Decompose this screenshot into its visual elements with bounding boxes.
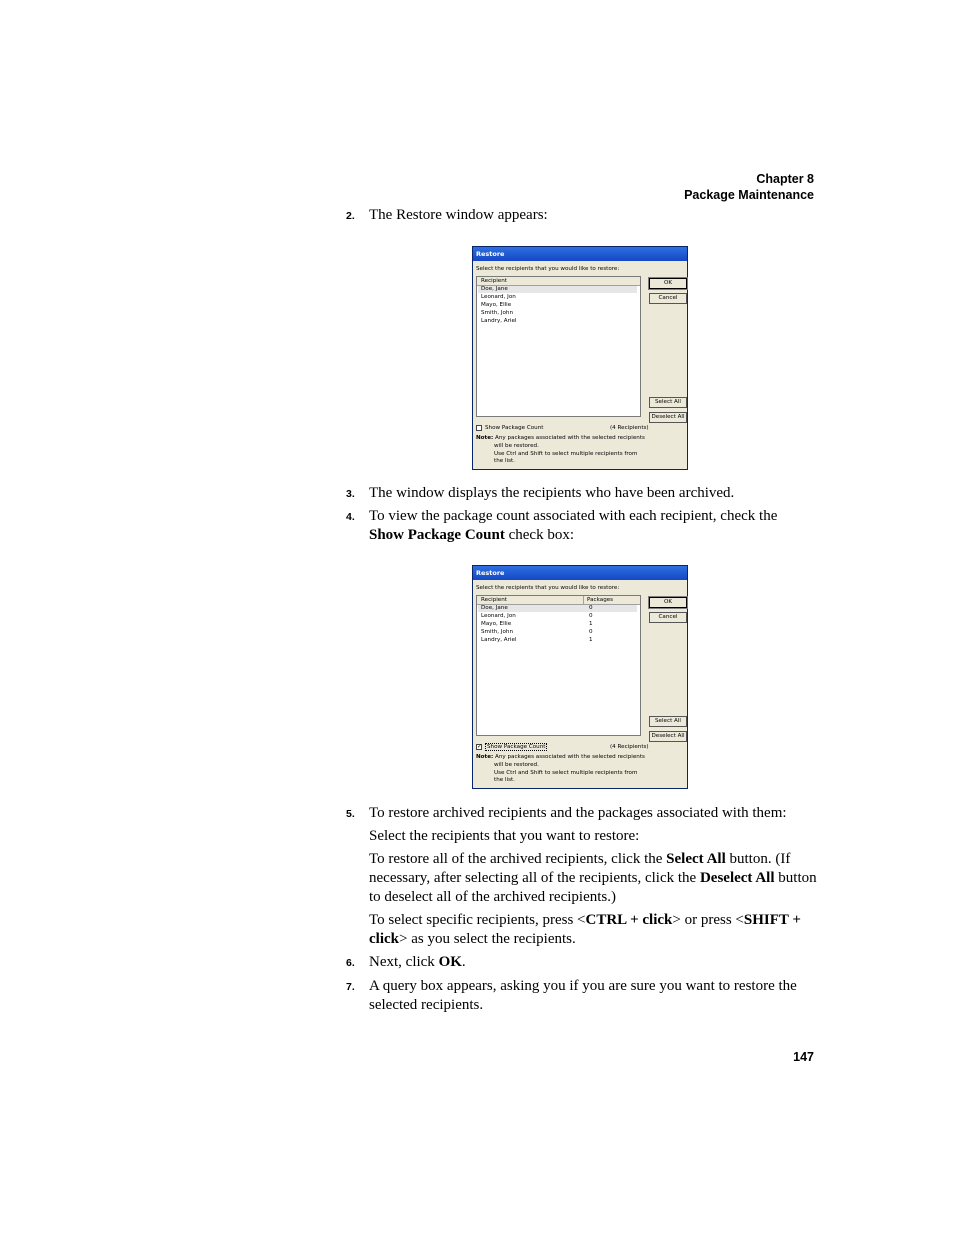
cancel-button[interactable]: Cancel: [649, 293, 687, 304]
running-header: [684, 171, 814, 203]
cancel-button[interactable]: Cancel: [649, 612, 687, 623]
page-number: 147: [793, 1050, 814, 1064]
step-5-paragraph-1: Select the recipients that you want to restore:: [369, 828, 640, 844]
note-line-1: Note: Any packages associated with the selected recipients: [476, 435, 645, 441]
list-item[interactable]: Landry, Ariel: [481, 637, 517, 643]
note-line-2: will be restored.: [494, 443, 539, 449]
step-4: 4. To view the package count associated with each recipient, check the Show Package Count check box:: [346, 508, 778, 543]
step-2: 2. The Restore window appears:: [346, 207, 548, 223]
restore-dialog-screenshot: [472, 246, 688, 470]
list-header: Recipient: [477, 277, 640, 286]
package-count-cell: 1: [589, 637, 593, 643]
note-line-3: Use Ctrl and Shift to select multiple recipients from the list.: [494, 451, 638, 464]
step-5-paragraph-3: To select specific recipients, press <CTRL + click> or press <SHIFT + click> as you select the recipients.: [369, 912, 801, 947]
package-count-cell: 1: [589, 621, 593, 627]
list-header: Recipient Packages: [477, 596, 640, 605]
list-item[interactable]: Mayo, Ellie: [481, 621, 512, 627]
chapter-label: Chapter 8: [756, 172, 814, 186]
package-count-cell: 0: [589, 605, 593, 611]
note-line-2: will be restored.: [494, 762, 539, 768]
note-line-3: Use Ctrl and Shift to select multiple recipients from the list.: [494, 770, 638, 783]
show-package-count-checkbox[interactable]: [476, 425, 482, 431]
dialog-titlebar: Restore: [473, 566, 687, 580]
ok-button[interactable]: OK: [649, 597, 687, 608]
package-count-cell: 0: [589, 629, 593, 635]
step-3: 3. The window displays the recipients who have been archived.: [346, 485, 735, 501]
show-package-count-label: Show Package Count: [487, 744, 546, 750]
dialog-instruction: Select the recipients that you would like to restore:: [476, 585, 620, 591]
list-item[interactable]: Smith, John: [481, 310, 514, 316]
step-7: 7. A query box appears, asking you if you are sure you want to restore the selected recipients.: [346, 978, 797, 1013]
dialog-titlebar: Restore: [473, 247, 687, 261]
note-line-1: Note: Any packages associated with the selected recipients: [476, 754, 645, 760]
list-item[interactable]: Mayo, Ellie: [481, 302, 512, 308]
select-all-button[interactable]: Select All: [649, 716, 687, 727]
package-count-cell: 0: [589, 613, 593, 619]
restore-dialog-with-count-screenshot: [472, 565, 688, 789]
show-package-count-checkbox[interactable]: ✓: [477, 743, 483, 750]
deselect-all-button[interactable]: Deselect All: [649, 731, 687, 742]
recipient-count: (4 Recipients): [610, 425, 649, 431]
list-item[interactable]: Smith, John: [481, 629, 514, 635]
recipient-list[interactable]: [476, 595, 641, 736]
step-6: 6. Next, click OK.: [346, 954, 466, 970]
deselect-all-button[interactable]: Deselect All: [649, 412, 687, 423]
ok-button[interactable]: OK: [649, 278, 687, 289]
list-item[interactable]: Leonard, Jon: [481, 294, 516, 300]
recipient-list[interactable]: [476, 276, 641, 417]
step-5: 5. To restore archived recipients and the packages associated with them:: [346, 805, 787, 821]
list-item[interactable]: Landry, Ariel: [481, 318, 517, 324]
list-item[interactable]: Doe, Jane: [481, 605, 508, 611]
section-label: Package Maintenance: [684, 188, 814, 202]
show-package-count-label: Show Package Count: [485, 425, 544, 431]
dialog-instruction: Select the recipients that you would like to restore:: [476, 266, 620, 272]
list-item[interactable]: Leonard, Jon: [481, 613, 516, 619]
list-item[interactable]: Doe, Jane: [481, 286, 508, 292]
step-5-paragraph-2: To restore all of the archived recipients, click the Select All button. (If necessary, after selecting all of the recipients, click the Deselect All button to deselect all of the archived recipients.): [369, 851, 817, 905]
recipient-count: (4 Recipients): [610, 744, 649, 750]
select-all-button[interactable]: Select All: [649, 397, 687, 408]
